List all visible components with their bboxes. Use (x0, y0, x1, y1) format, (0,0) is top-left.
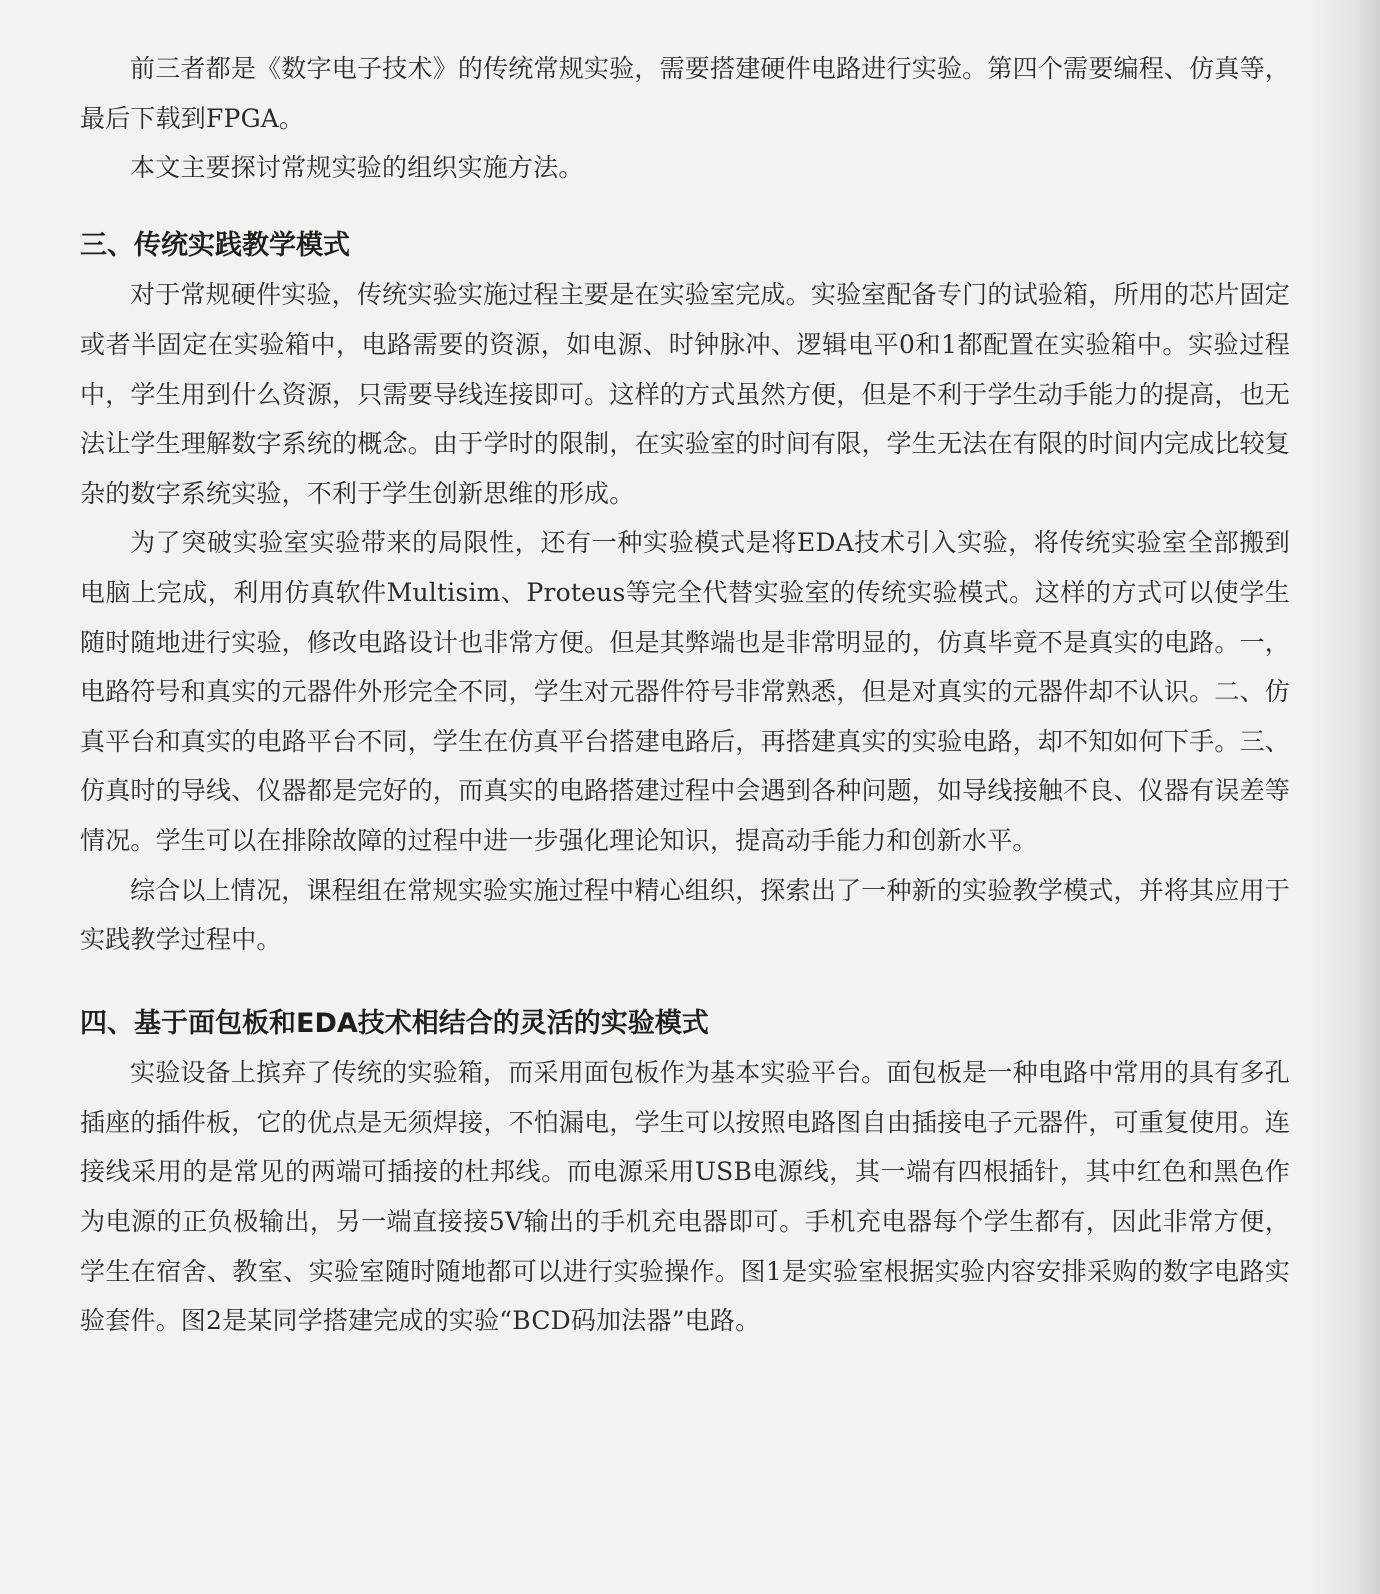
section-3-paragraph-2: 为了突破实验室实验带来的局限性，还有一种实验模式是将EDA技术引入实验，将传统实验室全部搬到电脑上完成，利用仿真软件Multisim、Proteus等完全代替实验室的传统实验模式。这样的方式可以使学生随时随地进行实验，修改电路设计也非常方便。但是其弊端也是非常明显的，仿真毕竟不是真实的电路。一，电路符号和真实的元器件外形完全不同，学生对元器件符号非常熟悉，但是对真实的元器件却不认识。二、仿真平台和真实的电路平台不同，学生在仿真平台搭建电路后，再搭建真实的实验电路，却不知如何下手。三、仿真时的导线、仪器都是完好的，而真实的电路搭建过程中会遇到各种问题，如导线接触不良、仪器有误差等情况。学生可以在排除故障的过程中进一步强化理论知识，提高动手能力和创新水平。 (80, 528, 1290, 855)
section-4-heading: 四、基于面包板和EDA技术相结合的灵活的实验模式 (80, 1007, 709, 1039)
section-spacer (80, 193, 1290, 221)
section-3-paragraph-3: 综合以上情况，课程组在常规实验实施过程中精心组织，探索出了一种新的实验教学模式，并将其应用于实践教学过程中。 (80, 875, 1290, 955)
section-3-heading: 三、传统实践教学模式 (80, 229, 350, 261)
section-spacer (80, 965, 1290, 999)
section-3-paragraph-1: 对于常规硬件实验，传统实验实施过程主要是在实验室完成。实验室配备专门的试验箱，所用的芯片固定或者半固定在实验箱中，电路需要的资源，如电源、时钟脉冲、逻辑电平0和1都配置在实验箱中。实验过程中，学生用到什么资源，只需要导线连接即可。这样的方式虽然方便，但是不利于学生动手能力的提高，也无法让学生理解数字系统的概念。由于学时的限制，在实验室的时间有限，学生无法在有限的时间内完成比较复杂的数字系统实验，不利于学生创新思维的形成。 (80, 280, 1290, 508)
section-4-paragraph-1: 实验设备上摈弃了传统的实验箱，而采用面包板作为基本实验平台。面包板是一种电路中常用的具有多孔插座的插件板，它的优点是无须焊接，不怕漏电，学生可以按照电路图自由插接电子元器件，可重复使用。连接线采用的是常见的两端可插接的杜邦线。而电源采用USB电源线，其一端有四根插针，其中红色和黑色作为电源的正负极输出，另一端直接接5V输出的手机充电器即可。手机充电器每个学生都有，因此非常方便，学生在宿舍、教室、实验室随时随地都可以进行实验操作。图1是实验室根据实验内容安排采购的数字电路实验套件。图2是某同学搭建完成的实验“BCD码加法器”电路。 (80, 1058, 1290, 1336)
intro-paragraph-2: 本文主要探讨常规实验的组织实施方法。 (130, 153, 584, 183)
intro-paragraph-1: 前三者都是《数字电子技术》的传统常规实验，需要搭建硬件电路进行实验。第四个需要编程、仿真等，最后下载到FPGA。 (80, 54, 1290, 133)
document-page (80, 44, 1290, 1346)
page-edge-shadow (1310, 0, 1380, 1594)
